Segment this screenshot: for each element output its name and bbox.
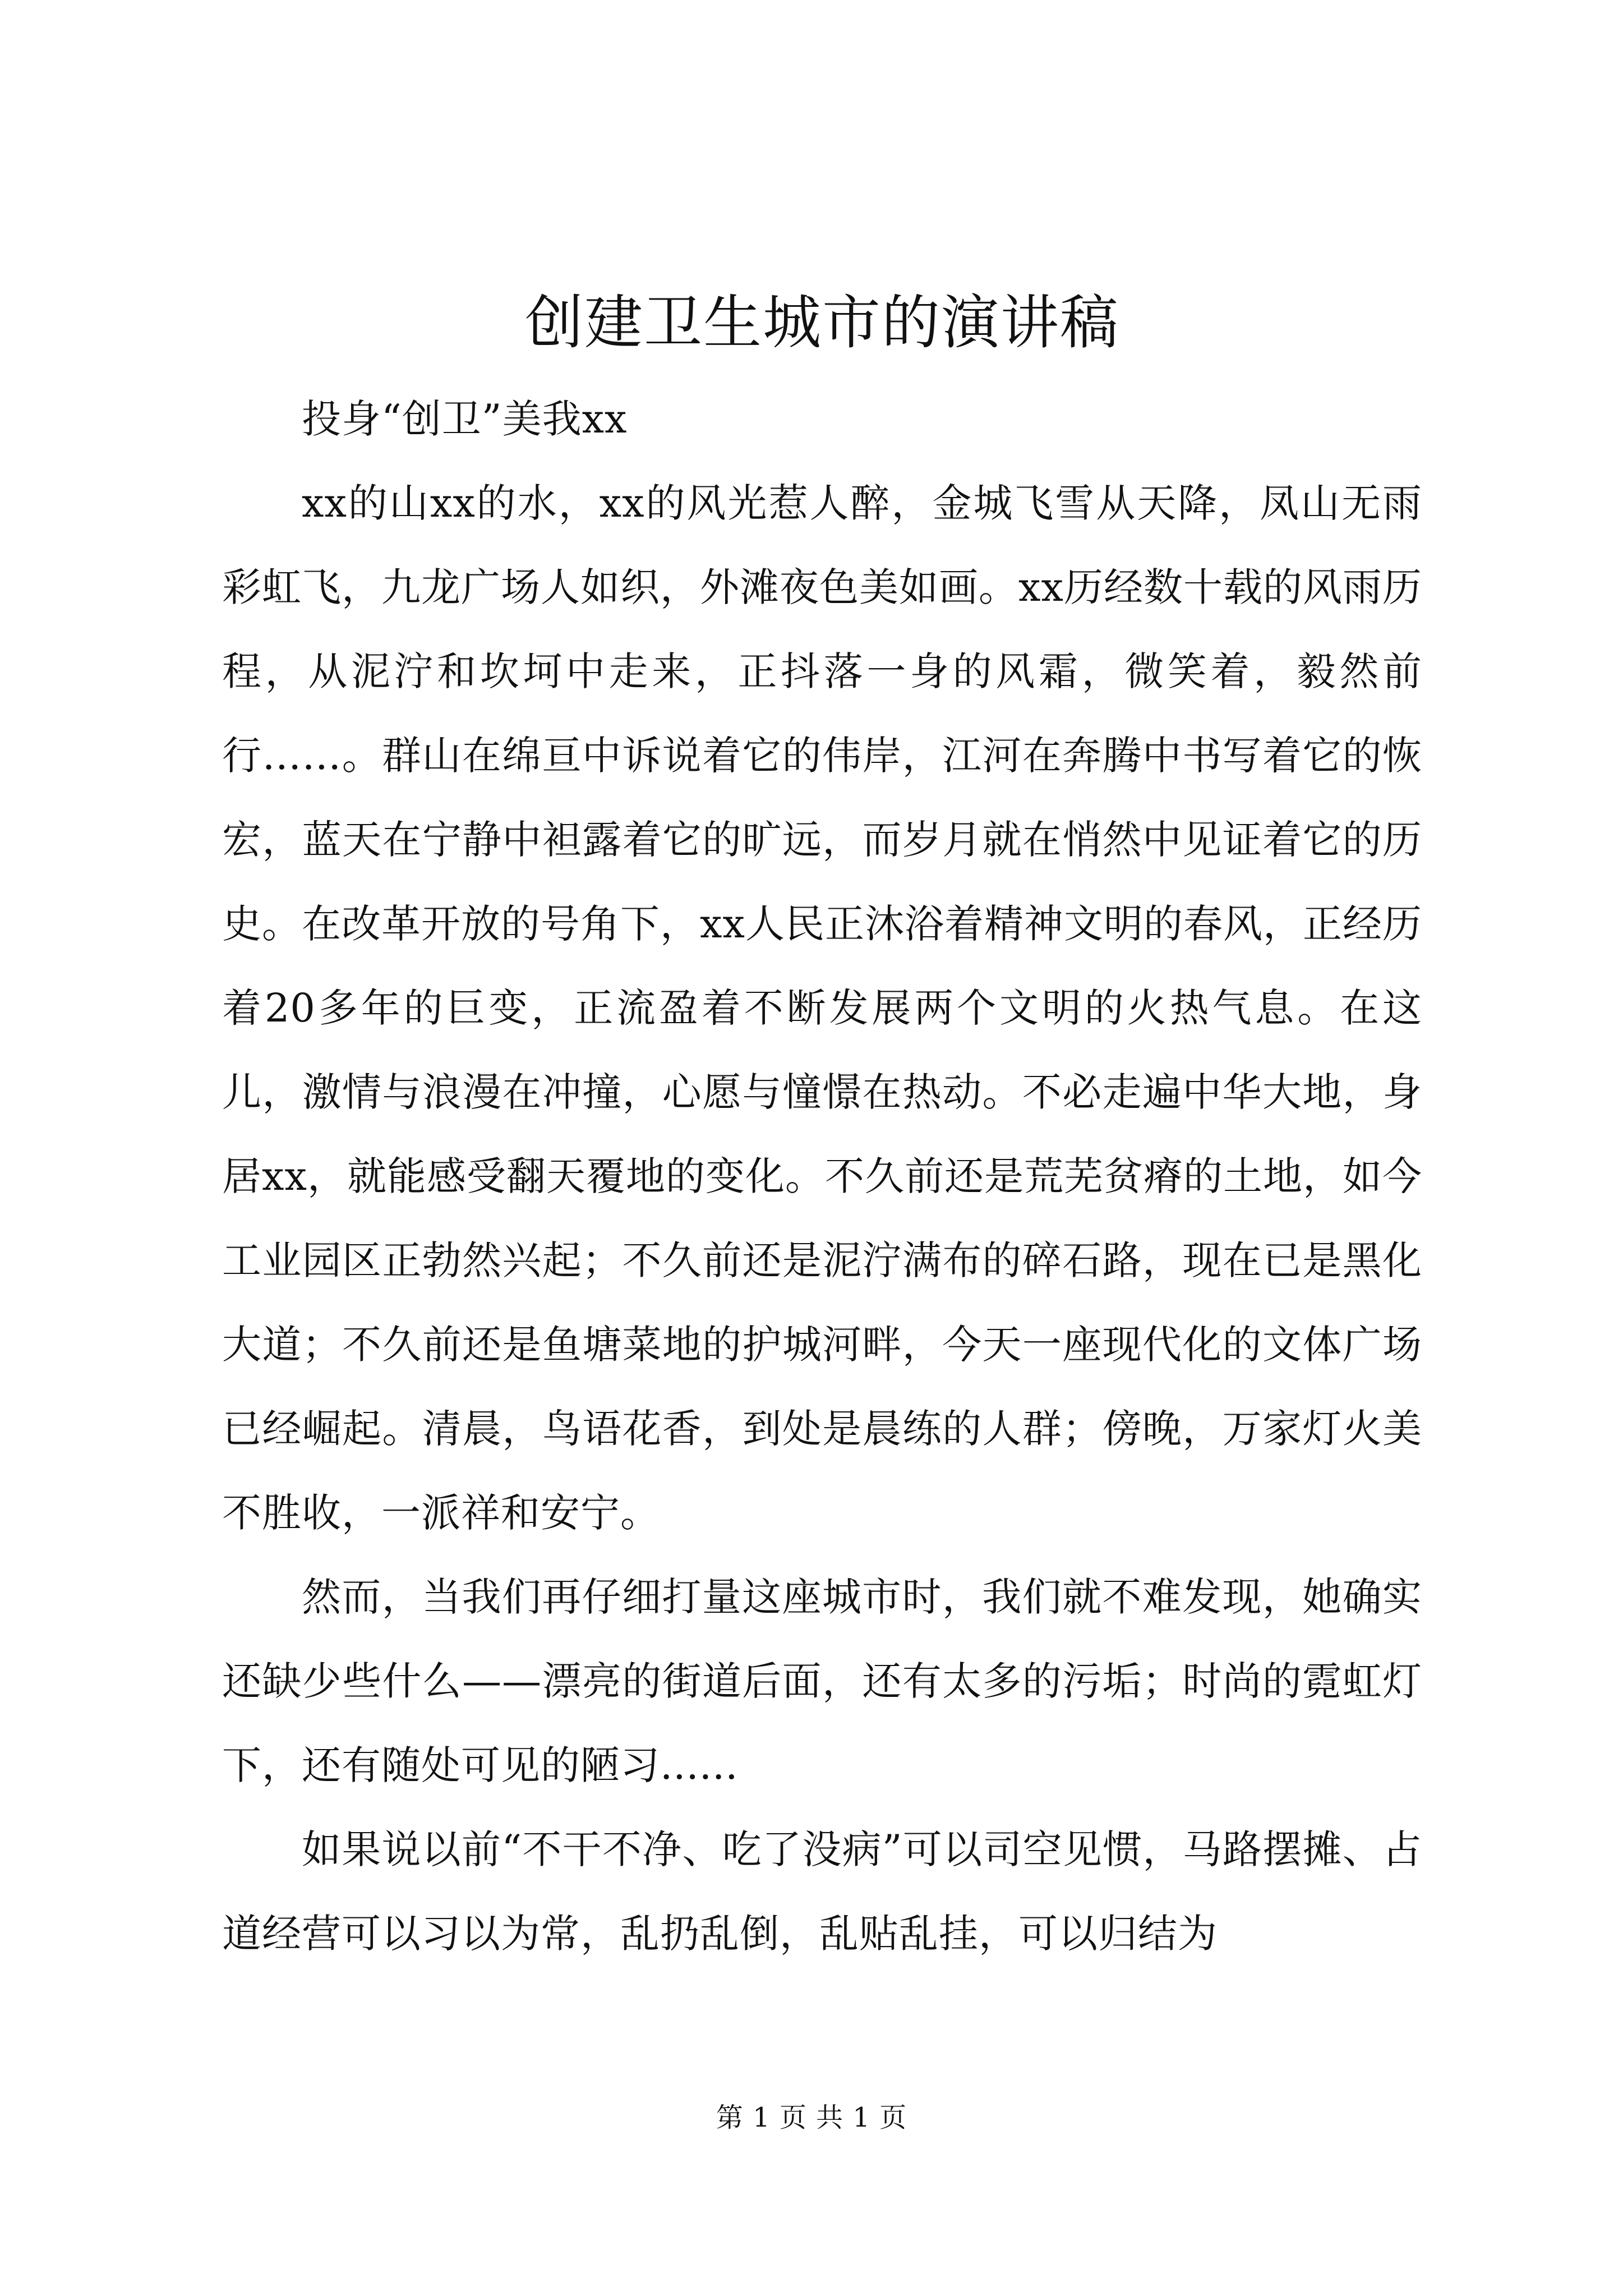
- document-body: [222, 280, 1422, 1976]
- paragraph-city-description: xx的山xx的水，xx的风光惹人醉，金城飞雪从天降，凤山无雨彩虹飞，九龙广场人如织，外滩夜色美如画。xx历经数十载的风雨历程，从泥泞和坎坷中走来，正抖落一身的风霜，微笑着，毅然前行……。群山在绵亘中诉说着它的伟岸，江河在奔腾中书写着它的恢宏，蓝天在宁静中袒露着它的旷远，而岁月就在悄然中见证着它的历史。在改革开放的号角下，xx人民正沐浴着精神文明的春风，正经历着20多年的巨变，正流盈着不断发展两个文明的火热气息。在这儿，激情与浪漫在冲撞，心愿与憧憬在热动。不必走遍中华大地，身居xx，就能感受翻天覆地的变化。不久前还是荒芜贫瘠的土地，如今工业园区正勃然兴起；不久前还是泥泞满布的碎石路，现在已是黑化大道；不久前还是鱼塘菜地的护城河畔，今天一座现代化的文体广场已经崛起。清晨，鸟语花香，到处是晨练的人群；傍晚，万家灯火美不胜收，一派祥和安宁。: [222, 480, 1423, 1536]
- paragraph-city-shortcomings: 然而，当我们再仔细打量这座城市时，我们就不难发现，她确实还缺少些什么——漂亮的街道后面，还有太多的污垢；时尚的霓虹灯下，还有随处可见的陋习......: [222, 1574, 1422, 1788]
- paragraph-past-habits: 如果说以前“不干不净、吃了没病”可以司空见惯，马路摆摊、占道经营可以习以为常，乱扔乱倒，乱贴乱挂，可以归结为: [222, 1826, 1422, 1957]
- page-footer: 第 1 页 共 1 页: [716, 2102, 907, 2133]
- paragraph-subtitle: 投身“创卫”美我xx: [302, 396, 628, 442]
- document-title: 创建卫生城市的演讲稿: [524, 288, 1119, 357]
